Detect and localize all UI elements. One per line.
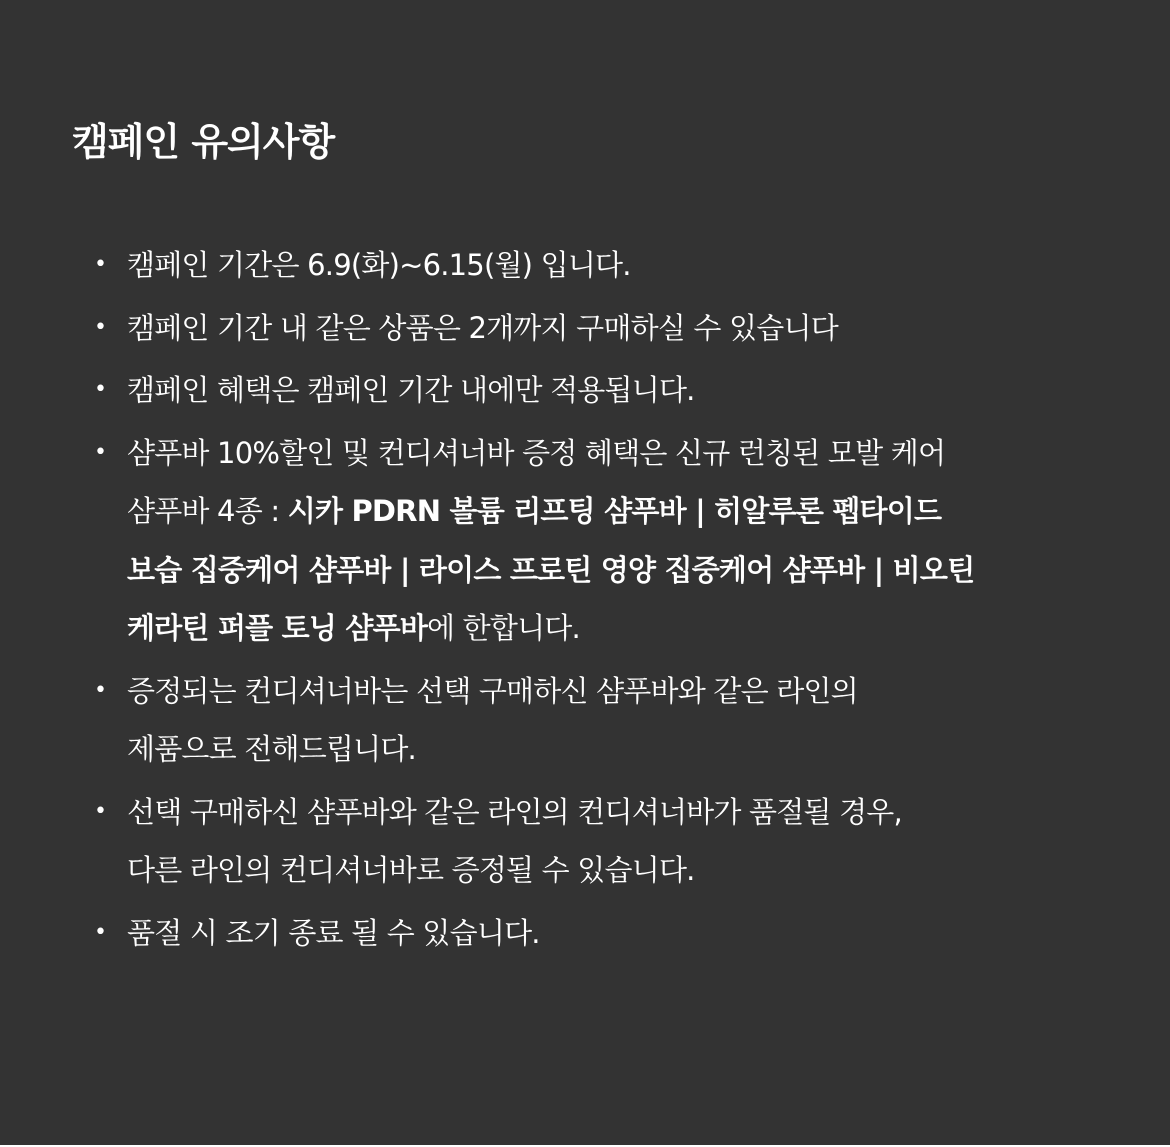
notice-line xyxy=(127,424,1104,483)
notice-item-conditioner-line xyxy=(94,662,1104,779)
notice-text: 다른 라인의 컨디셔너바로 증정될 수 있습니다. xyxy=(127,853,695,887)
product-names: 보습 집중케어 샴푸바 | 라이스 프로틴 영양 집중케어 샴푸바 | 비오틴 xyxy=(127,552,975,587)
bullet-dot: • xyxy=(94,919,107,945)
notice-text: 샴푸바 10%할인 및 컨디셔너바 증정 혜택은 신규 런칭된 모발 케어 xyxy=(127,435,946,470)
notice-title: 캠페인 유의사항 xyxy=(72,120,335,164)
notice-line xyxy=(127,299,1104,358)
notice-line xyxy=(127,482,1104,541)
notice-line xyxy=(127,662,1104,721)
notice-line xyxy=(127,720,1104,779)
notice-line xyxy=(127,361,1104,420)
notice-item-period xyxy=(94,236,1104,295)
notice-line xyxy=(127,904,1104,963)
notice-item-soldout-substitution xyxy=(94,783,1104,900)
notice-item-discount-products xyxy=(94,424,1104,658)
notice-item-purchase-limit xyxy=(94,299,1104,358)
notice-line xyxy=(127,783,1104,842)
product-names: 케라틴 퍼플 토닝 샴푸바 xyxy=(127,611,428,645)
notice-line xyxy=(127,841,1104,900)
bullet-dot: • xyxy=(94,377,107,402)
bullet-dot: • xyxy=(94,677,107,703)
notice-text: 증정되는 컨디셔너바는 선택 구매하신 샴푸바와 같은 라인의 xyxy=(127,673,858,708)
notice-line xyxy=(127,236,1104,295)
notice-text: 캠페인 혜택은 캠페인 기간 내에만 적용됩니다. xyxy=(127,373,695,407)
bullet-dot: • xyxy=(94,252,107,277)
notice-line xyxy=(127,541,1104,600)
bullet-dot: • xyxy=(94,798,107,824)
notice-text: 캠페인 기간 내 같은 상품은 2개까지 구매하실 수 있습니다 xyxy=(127,310,838,345)
notice-text: 에 한합니다. xyxy=(427,611,580,645)
notice-item-benefit-period xyxy=(94,361,1104,420)
bullet-dot: • xyxy=(94,314,107,340)
notice-list xyxy=(94,236,1104,966)
notice-text: 캠페인 기간은 6.9(화)~6.15(월) 입니다. xyxy=(127,248,631,282)
notice-item-early-end xyxy=(94,904,1104,963)
notice-text: 선택 구매하신 샴푸바와 같은 라인의 컨디셔너바가 품절될 경우, xyxy=(127,794,902,829)
bullet-dot: • xyxy=(94,439,107,465)
notice-text: 제품으로 전해드립니다. xyxy=(127,732,416,766)
product-names: 시카 PDRN 볼륨 리프팅 샴푸바 | 히알루론 펩타이드 xyxy=(287,494,942,528)
notice-text: 품절 시 조기 종료 될 수 있습니다. xyxy=(127,915,540,950)
notice-text: 샴푸바 4종 : xyxy=(127,494,288,528)
notice-line xyxy=(127,599,1104,658)
